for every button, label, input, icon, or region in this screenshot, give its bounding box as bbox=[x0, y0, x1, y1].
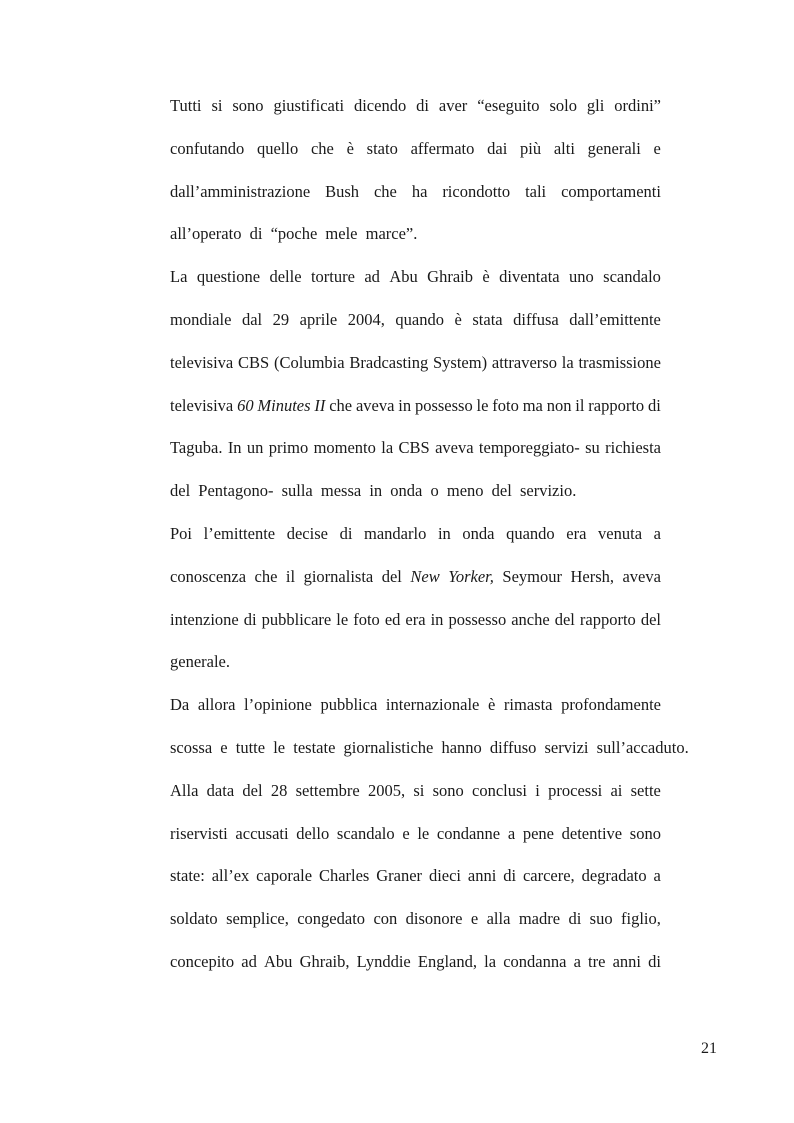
text-line: soldato semplice, congedato con disonore e alla madre di suo figlio, bbox=[170, 909, 661, 929]
text-line: Da allora l’opinione pubblica internazionale è rimasta profondamente bbox=[170, 695, 661, 715]
text-line: confutando quello che è stato affermato dai più alti generali e bbox=[170, 138, 661, 158]
body-text bbox=[170, 92, 689, 991]
text-line: mondiale dal 29 aprile 2004, quando è stata diffusa dall’emittente bbox=[170, 309, 661, 329]
text-line: Poi l’emittente decise di mandarlo in onda quando era venuta a bbox=[170, 523, 661, 543]
text-line: concepito ad Abu Ghraib, Lynddie England, la condanna a tre anni di bbox=[170, 951, 661, 971]
text-line: dall’amministrazione Bush che ha ricondotto tali comportamenti bbox=[170, 181, 661, 201]
text-line: generale. bbox=[170, 652, 230, 672]
text-line: televisiva CBS (Columbia Bradcasting System) attraverso la trasmissione bbox=[170, 352, 661, 372]
text-line: televisiva 60 Minutes II che aveva in possesso le foto ma non il rapporto di bbox=[170, 395, 661, 415]
text-line: scossa e tutte le testate giornalistiche hanno diffuso servizi sull’accaduto. bbox=[170, 737, 689, 757]
text-line: intenzione di pubblicare le foto ed era in possesso anche del rapporto del bbox=[170, 609, 661, 629]
text-line: all’operato di “poche mele marce”. bbox=[170, 224, 418, 244]
text-line: La questione delle torture ad Abu Ghraib è diventata uno scandalo bbox=[170, 267, 661, 287]
text-line: conoscenza che il giornalista del New Yorker, Seymour Hersh, aveva bbox=[170, 566, 661, 586]
text-line: del Pentagono- sulla messa in onda o meno del servizio. bbox=[170, 481, 577, 501]
text-line: Alla data del 28 settembre 2005, si sono conclusi i processi ai sette bbox=[170, 780, 661, 800]
text-line: Tutti si sono giustificati dicendo di aver “eseguito solo gli ordini” bbox=[170, 96, 661, 115]
text-line: Taguba. In un primo momento la CBS aveva temporeggiato- su richiesta bbox=[170, 438, 661, 458]
text-line: riservisti accusati dello scandalo e le condanne a pene detentive sono bbox=[170, 823, 661, 843]
page-number: 21 bbox=[701, 1040, 717, 1057]
text-line: state: all’ex caporale Charles Graner dieci anni di carcere, degradato a bbox=[170, 866, 661, 886]
